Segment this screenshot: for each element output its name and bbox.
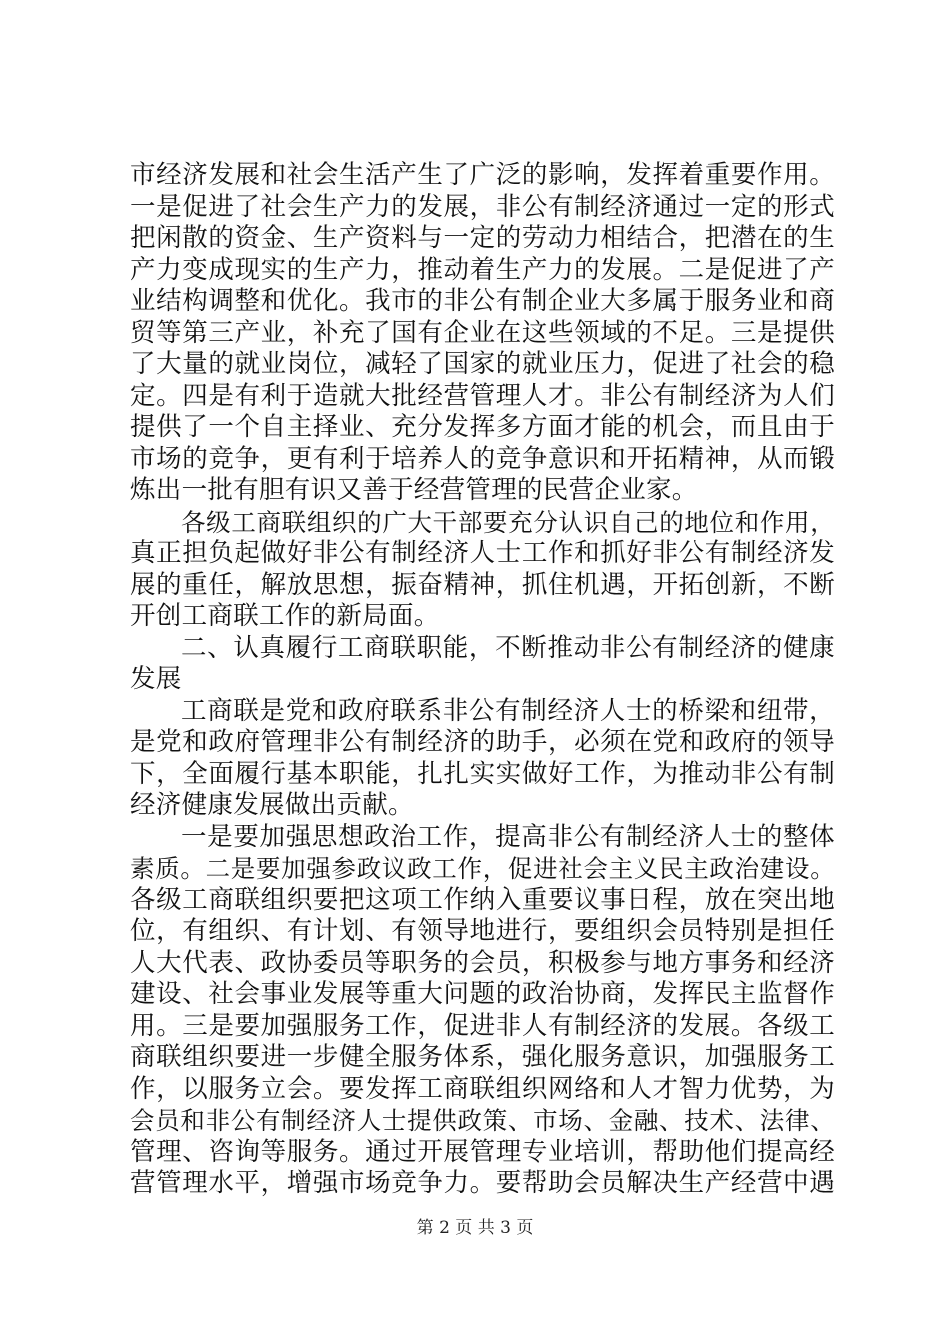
text-line: 真正担负起做好非公有制经济人士工作和抓好非公有制经济发 — [130, 538, 835, 568]
text-line: 建设、社会事业发展等重大问题的政治协商，发挥民主监督作 — [130, 979, 835, 1009]
text-line: 一是要加强思想政治工作，提高非公有制经济人士的整体 — [181, 821, 835, 852]
text-line: 二、认真履行工商联职能，不断推动非公有制经济的健康 — [181, 632, 835, 663]
text-line: 工商联是党和政府联系非公有制经济人士的桥梁和纽带， — [181, 695, 835, 726]
text-line: 营管理水平，增强市场竞争力。要帮助会员解决生产经营中遇 — [130, 1168, 835, 1198]
text-line: 作，以服务立会。要发挥工商联组织网络和人才智力优势，为 — [130, 1073, 835, 1104]
text-line: 一是促进了社会生产力的发展，非公有制经济通过一定的形式 — [130, 191, 835, 222]
text-line: 炼出一批有胆有识又善于经营管理的民营企业家。 — [130, 475, 698, 505]
text-line: 经济健康发展做出贡献。 — [130, 790, 414, 820]
text-line: 展的重任，解放思想，振奋精神，抓住机遇，开拓创新，不断 — [130, 569, 835, 600]
text-line: 定。四是有利于造就大批经营管理人才。非公有制经济为人们 — [130, 380, 835, 411]
text-line: 了大量的就业岗位，减轻了国家的就业压力，促进了社会的稳 — [130, 349, 835, 379]
text-line: 人大代表、政协委员等职务的会员，积极参与地方事务和经济 — [130, 947, 835, 978]
text-line: 业结构调整和优化。我市的非公有制企业大多属于服务业和商 — [130, 286, 835, 316]
text-line: 开创工商联工作的新局面。 — [130, 601, 440, 631]
text-line: 会员和非公有制经济人士提供政策、市场、金融、技术、法律、 — [130, 1106, 835, 1135]
text-line: 管理、咨询等服务。通过开展管理专业培训，帮助他们提高经 — [130, 1136, 835, 1167]
document-body — [130, 160, 835, 1200]
text-line: 用。三是要加强服务工作，促进非人有制经济的发展。各级工 — [130, 1010, 835, 1041]
text-line: 是党和政府管理非公有制经济的助手，必须在党和政府的领导 — [130, 727, 835, 757]
text-line: 发展 — [130, 664, 182, 694]
text-line: 各级工商联组织要把这项工作纳入重要议事日程，放在突出地 — [130, 884, 835, 915]
page-footer: 第 2 页 共 3 页 — [416, 1218, 534, 1238]
text-line: 产力变成现实的生产力，推动着生产力的发展。二是促进了产 — [130, 254, 835, 285]
text-line: 贸等第三产业，补充了国有企业在这些领域的不足。三是提供 — [130, 317, 835, 348]
text-line: 素质。二是要加强参政议政工作，促进社会主义民主政治建设。 — [130, 854, 835, 883]
text-line: 把闲散的资金、生产资料与一定的劳动力相结合，把潜在的生 — [130, 223, 835, 253]
text-line: 位，有组织、有计划、有领导地进行，要组织会员特别是担任 — [130, 916, 835, 946]
text-line: 商联组织要进一步健全服务体系，强化服务意识，加强服务工 — [130, 1042, 835, 1072]
text-line: 各级工商联组织的广大干部要充分认识自己的地位和作用， — [181, 507, 835, 537]
text-line: 提供了一个自主择业、充分发挥多方面才能的机会，而且由于 — [130, 412, 835, 442]
text-line: 市场的竞争，更有利于培养人的竞争意识和开拓精神，从而锻 — [130, 443, 835, 474]
text-line: 下，全面履行基本职能，扎扎实实做好工作，为推动非公有制 — [130, 758, 835, 789]
text-line: 市经济发展和社会生活产生了广泛的影响，发挥着重要作用。 — [130, 160, 835, 190]
